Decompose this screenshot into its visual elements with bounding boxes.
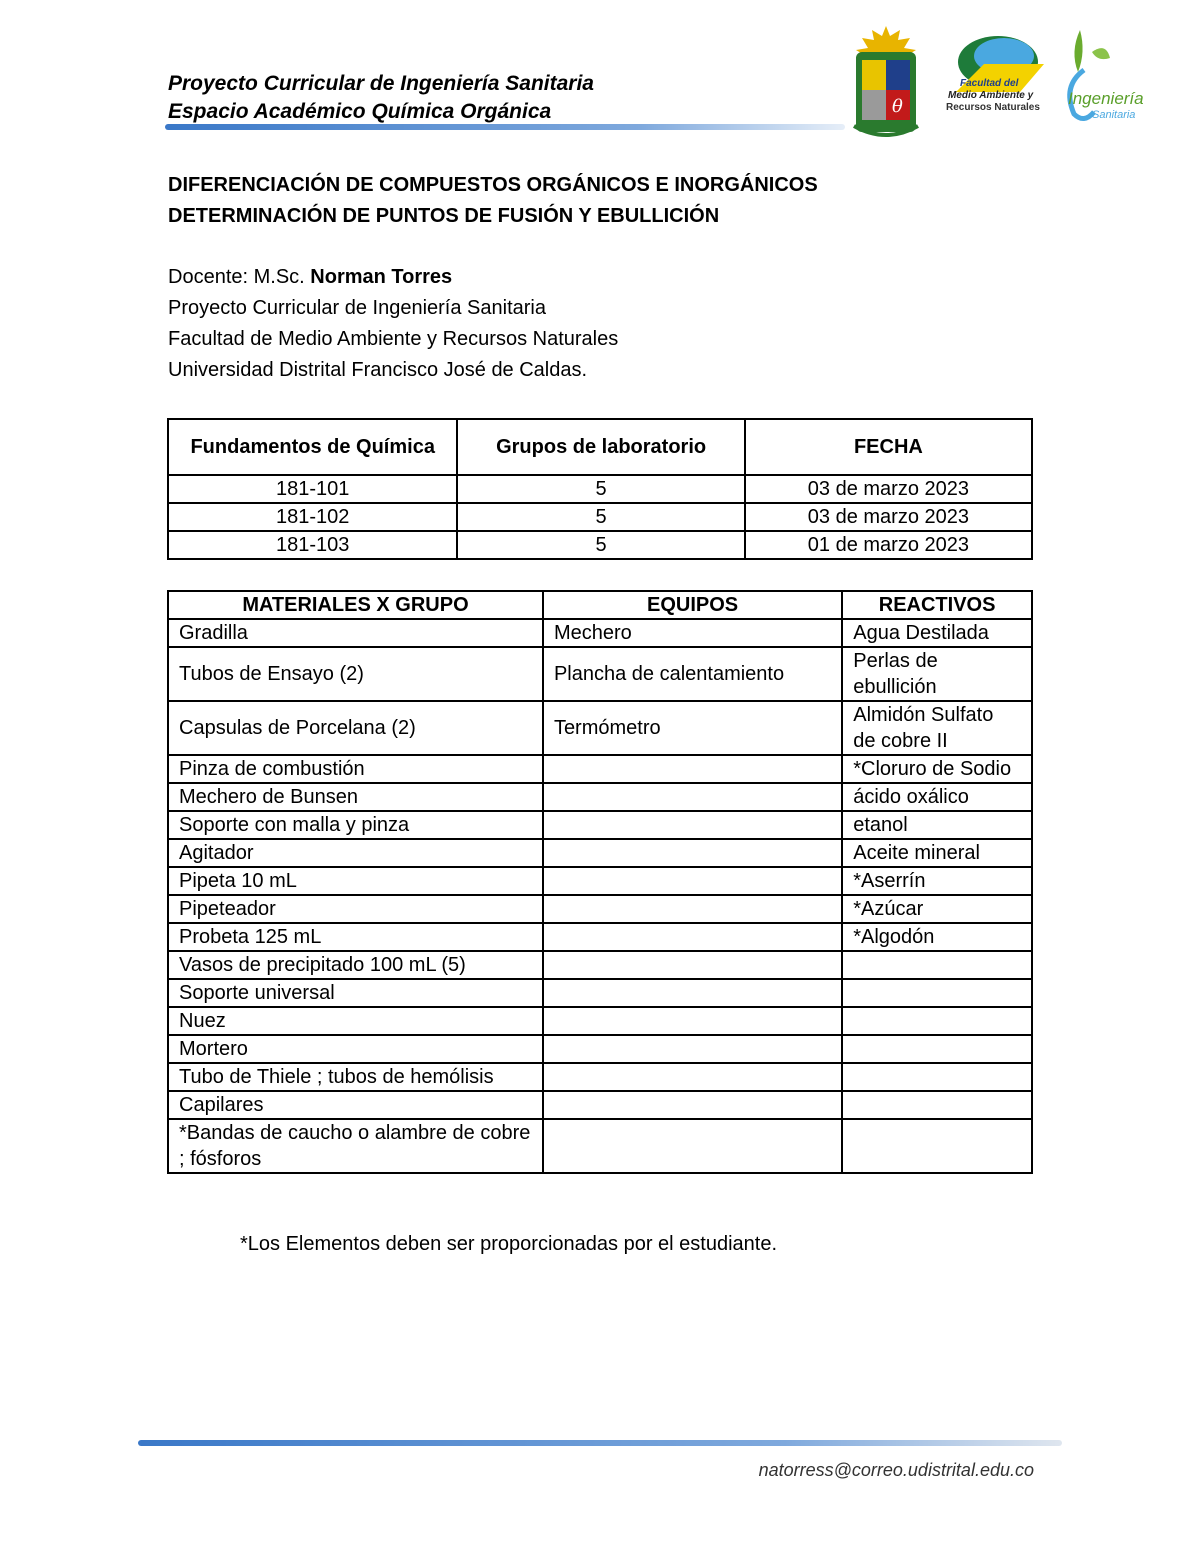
table-row bbox=[168, 475, 1032, 503]
table-cell bbox=[543, 755, 842, 783]
table-cell bbox=[543, 951, 842, 979]
table-cell: Mechero de Bunsen bbox=[168, 783, 543, 811]
table-cell bbox=[543, 1035, 842, 1063]
instructor-info bbox=[168, 262, 618, 386]
table-row bbox=[168, 531, 1032, 559]
table-cell bbox=[842, 1119, 1032, 1173]
faculty-logo-line-3: Recursos Naturales bbox=[946, 102, 1040, 113]
table-cell: Capsulas de Porcelana (2) bbox=[168, 701, 543, 755]
materials-header-cell: REACTIVOS bbox=[842, 591, 1032, 619]
table-cell: *Algodón bbox=[842, 923, 1032, 951]
table-cell: Perlas de ebullición bbox=[842, 647, 1032, 701]
table-cell bbox=[543, 923, 842, 951]
program-logo bbox=[1068, 30, 1144, 121]
docente-label: Docente: M.Sc. bbox=[168, 266, 305, 288]
table-row bbox=[168, 503, 1032, 531]
table-cell: 5 bbox=[457, 503, 744, 531]
table-cell bbox=[543, 867, 842, 895]
footnote: *Los Elementos deben ser proporcionadas por el estudiante. bbox=[240, 1233, 778, 1255]
table-row bbox=[168, 647, 1032, 701]
header-line-2: Espacio Académico Química Orgánica bbox=[168, 100, 552, 123]
table-cell: 01 de marzo 2023 bbox=[745, 531, 1032, 559]
schedule-header-cell: FECHA bbox=[745, 419, 1032, 475]
header-line-1: Proyecto Curricular de Ingeniería Sanitaria bbox=[168, 72, 594, 95]
schedule-table bbox=[167, 418, 1033, 560]
table-cell: *Azúcar bbox=[842, 895, 1032, 923]
table-cell: Capilares bbox=[168, 1091, 543, 1119]
university-line: Universidad Distrital Francisco José de Caldas. bbox=[168, 359, 588, 381]
program-line: Proyecto Curricular de Ingeniería Sanitaria bbox=[168, 297, 546, 319]
table-cell bbox=[842, 979, 1032, 1007]
page-header bbox=[168, 70, 594, 126]
table-cell: 03 de marzo 2023 bbox=[745, 475, 1032, 503]
materials-table bbox=[167, 590, 1033, 1174]
table-cell bbox=[543, 1119, 842, 1173]
table-row bbox=[168, 701, 1032, 755]
table-cell: etanol bbox=[842, 811, 1032, 839]
table-cell: Tubos de Ensayo (2) bbox=[168, 647, 543, 701]
table-cell: 181-102 bbox=[168, 503, 457, 531]
table-cell: 5 bbox=[457, 475, 744, 503]
title-line-1: DIFERENCIACIÓN DE COMPUESTOS ORGÁNICOS E INORGÁNICOS bbox=[168, 174, 818, 196]
faculty-logo bbox=[946, 36, 1044, 113]
program-logo-line-2: Sanitaria bbox=[1092, 109, 1136, 121]
table-cell bbox=[842, 1007, 1032, 1035]
table-cell: Gradilla bbox=[168, 619, 543, 647]
university-seal-logo bbox=[854, 26, 918, 135]
table-cell: Pinza de combustión bbox=[168, 755, 543, 783]
table-cell: Nuez bbox=[168, 1007, 543, 1035]
table-row bbox=[168, 1119, 1032, 1173]
table-cell bbox=[543, 895, 842, 923]
table-row bbox=[168, 979, 1032, 1007]
faculty-logo-line-2: Medio Ambiente y bbox=[948, 90, 1034, 101]
table-cell: Pipeta 10 mL bbox=[168, 867, 543, 895]
table-cell bbox=[543, 783, 842, 811]
table-cell: 03 de marzo 2023 bbox=[745, 503, 1032, 531]
table-cell bbox=[842, 1091, 1032, 1119]
materials-header-cell: EQUIPOS bbox=[543, 591, 842, 619]
svg-text:θ: θ bbox=[892, 96, 903, 117]
table-cell: *Cloruro de Sodio bbox=[842, 755, 1032, 783]
table-row bbox=[168, 619, 1032, 647]
table-row bbox=[168, 839, 1032, 867]
table-cell bbox=[842, 1063, 1032, 1091]
footer-divider bbox=[138, 1440, 1062, 1446]
table-cell: Agua Destilada bbox=[842, 619, 1032, 647]
table-row bbox=[168, 1035, 1032, 1063]
table-row bbox=[168, 951, 1032, 979]
table-cell: Mechero bbox=[543, 619, 842, 647]
table-row bbox=[168, 755, 1032, 783]
table-row bbox=[168, 1007, 1032, 1035]
table-cell: Mortero bbox=[168, 1035, 543, 1063]
table-cell: Termómetro bbox=[543, 701, 842, 755]
table-cell: Aceite mineral bbox=[842, 839, 1032, 867]
table-cell: *Aserrín bbox=[842, 867, 1032, 895]
table-cell: Vasos de precipitado 100 mL (5) bbox=[168, 951, 543, 979]
table-cell bbox=[842, 951, 1032, 979]
table-cell bbox=[543, 811, 842, 839]
table-cell: Probeta 125 mL bbox=[168, 923, 543, 951]
table-cell bbox=[543, 979, 842, 1007]
schedule-header-cell: Grupos de laboratorio bbox=[457, 419, 744, 475]
program-logo-line-1: Ingeniería bbox=[1068, 89, 1144, 108]
table-cell: Tubo de Thiele ; tubos de hemólisis bbox=[168, 1063, 543, 1091]
table-row bbox=[168, 783, 1032, 811]
table-cell: Soporte con malla y pinza bbox=[168, 811, 543, 839]
table-row bbox=[168, 923, 1032, 951]
table-row bbox=[168, 895, 1032, 923]
table-cell: 181-103 bbox=[168, 531, 457, 559]
logos bbox=[848, 22, 1148, 142]
table-row bbox=[168, 811, 1032, 839]
table-row bbox=[168, 867, 1032, 895]
docente-name: Norman Torres bbox=[310, 266, 453, 288]
table-row bbox=[168, 1063, 1032, 1091]
table-cell: Pipeteador bbox=[168, 895, 543, 923]
table-cell bbox=[543, 1063, 842, 1091]
table-cell bbox=[543, 1091, 842, 1119]
table-cell bbox=[842, 1035, 1032, 1063]
materials-header-cell: MATERIALES X GRUPO bbox=[168, 591, 543, 619]
table-cell: Almidón Sulfato de cobre II bbox=[842, 701, 1032, 755]
docente-line bbox=[168, 262, 618, 293]
faculty-logo-line-1: Facultad del bbox=[960, 78, 1019, 89]
header-divider bbox=[165, 124, 845, 130]
table-cell: Agitador bbox=[168, 839, 543, 867]
table-cell: Soporte universal bbox=[168, 979, 543, 1007]
table-cell bbox=[543, 839, 842, 867]
table-cell: ácido oxálico bbox=[842, 783, 1032, 811]
table-cell: Plancha de calentamiento bbox=[543, 647, 842, 701]
document-titles bbox=[168, 170, 818, 232]
faculty-line: Facultad de Medio Ambiente y Recursos Naturales bbox=[168, 328, 619, 350]
table-cell: *Bandas de caucho o alambre de cobre ; fósforos bbox=[168, 1119, 543, 1173]
table-row bbox=[168, 1091, 1032, 1119]
table-cell: 5 bbox=[457, 531, 744, 559]
title-line-2: DETERMINACIÓN DE PUNTOS DE FUSIÓN Y EBULLICIÓN bbox=[168, 205, 720, 227]
table-cell: 181-101 bbox=[168, 475, 457, 503]
schedule-header-cell: Fundamentos de Química bbox=[168, 419, 457, 475]
table-cell bbox=[543, 1007, 842, 1035]
footer-email: natorress@correo.udistrital.edu.co bbox=[758, 1460, 1034, 1480]
